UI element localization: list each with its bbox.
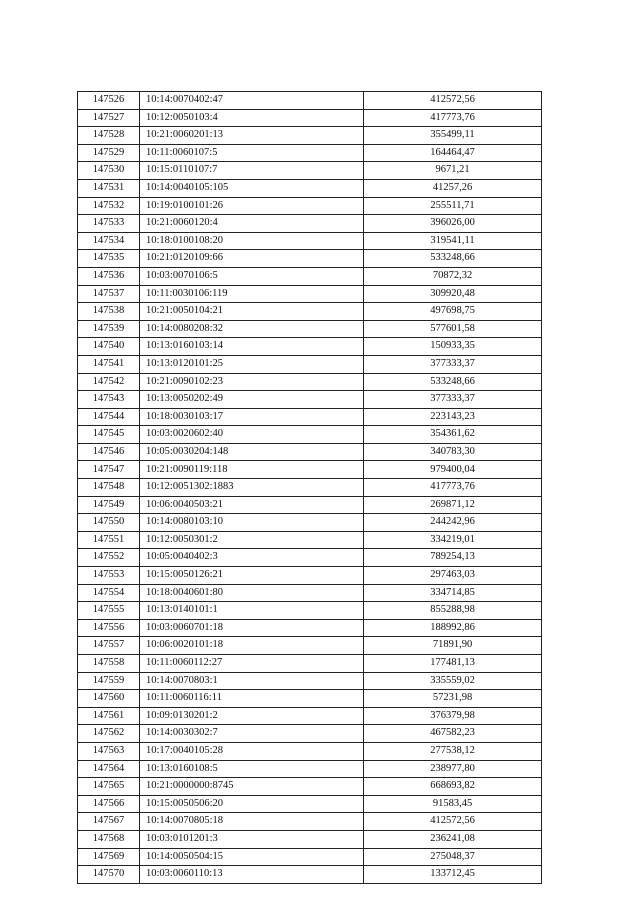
cadastral-value-cell: 979400,04 bbox=[364, 461, 542, 479]
cadastral-number-cell: 10:03:0020602:40 bbox=[140, 426, 364, 444]
table-row bbox=[78, 813, 542, 831]
row-number-cell: 147568 bbox=[78, 830, 140, 848]
row-number-cell: 147527 bbox=[78, 109, 140, 127]
cadastral-value-cell: 377333,37 bbox=[364, 391, 542, 409]
row-number-cell: 147540 bbox=[78, 338, 140, 356]
cadastral-number-cell: 10:21:0120109:66 bbox=[140, 250, 364, 268]
cadastral-number-cell: 10:05:0040402:3 bbox=[140, 549, 364, 567]
row-number-cell: 147559 bbox=[78, 672, 140, 690]
cadastral-number-cell: 10:13:0050202:49 bbox=[140, 391, 364, 409]
row-number-cell: 147536 bbox=[78, 267, 140, 285]
row-number-cell: 147552 bbox=[78, 549, 140, 567]
row-number-cell: 147556 bbox=[78, 619, 140, 637]
table-row bbox=[78, 92, 542, 110]
table-row bbox=[78, 355, 542, 373]
cadastral-value-cell: 577601,58 bbox=[364, 320, 542, 338]
cadastral-value-cell: 150933,35 bbox=[364, 338, 542, 356]
table-row bbox=[78, 373, 542, 391]
table-row bbox=[78, 479, 542, 497]
cadastral-value-cell: 376379,98 bbox=[364, 707, 542, 725]
table-row bbox=[78, 461, 542, 479]
cadastral-value-cell: 467582,23 bbox=[364, 725, 542, 743]
row-number-cell: 147526 bbox=[78, 92, 140, 110]
cadastral-number-cell: 10:21:0090102:23 bbox=[140, 373, 364, 391]
row-number-cell: 147531 bbox=[78, 179, 140, 197]
cadastral-number-cell: 10:21:0060120:4 bbox=[140, 215, 364, 233]
table-row bbox=[78, 637, 542, 655]
cadastral-number-cell: 10:14:0040105:105 bbox=[140, 179, 364, 197]
table-row bbox=[78, 215, 542, 233]
table-row bbox=[78, 531, 542, 549]
table-row bbox=[78, 514, 542, 532]
cadastral-number-cell: 10:11:0060116:11 bbox=[140, 690, 364, 708]
cadastral-number-cell: 10:03:0070106:5 bbox=[140, 267, 364, 285]
row-number-cell: 147542 bbox=[78, 373, 140, 391]
row-number-cell: 147557 bbox=[78, 637, 140, 655]
cadastral-value-cell: 412572,56 bbox=[364, 813, 542, 831]
cadastral-number-cell: 10:11:0030106:119 bbox=[140, 285, 364, 303]
row-number-cell: 147543 bbox=[78, 391, 140, 409]
cadastral-value-cell: 355499,11 bbox=[364, 127, 542, 145]
row-number-cell: 147541 bbox=[78, 355, 140, 373]
row-number-cell: 147562 bbox=[78, 725, 140, 743]
table-row bbox=[78, 162, 542, 180]
table-row bbox=[78, 672, 542, 690]
cadastral-number-cell: 10:03:0060110:13 bbox=[140, 866, 364, 884]
cadastral-value-cell: 9671,21 bbox=[364, 162, 542, 180]
cadastral-number-cell: 10:17:0040105:28 bbox=[140, 742, 364, 760]
cadastral-number-cell: 10:18:0040601:80 bbox=[140, 584, 364, 602]
table-row bbox=[78, 707, 542, 725]
cadastral-number-cell: 10:13:0120101:25 bbox=[140, 355, 364, 373]
cadastral-value-cell: 238977,80 bbox=[364, 760, 542, 778]
row-number-cell: 147534 bbox=[78, 232, 140, 250]
cadastral-number-cell: 10:12:0050301:2 bbox=[140, 531, 364, 549]
cadastral-value-cell: 277538,12 bbox=[364, 742, 542, 760]
row-number-cell: 147533 bbox=[78, 215, 140, 233]
cadastral-number-cell: 10:09:0130201:2 bbox=[140, 707, 364, 725]
cadastral-number-cell: 10:06:0040503:21 bbox=[140, 496, 364, 514]
cadastral-number-cell: 10:21:0050104:21 bbox=[140, 303, 364, 321]
cadastral-value-cell: 41257,26 bbox=[364, 179, 542, 197]
cadastral-value-cell: 533248,66 bbox=[364, 373, 542, 391]
cadastral-number-cell: 10:12:0050103:4 bbox=[140, 109, 364, 127]
row-number-cell: 147561 bbox=[78, 707, 140, 725]
row-number-cell: 147560 bbox=[78, 690, 140, 708]
table-row bbox=[78, 391, 542, 409]
cadastral-number-cell: 10:14:0070803:1 bbox=[140, 672, 364, 690]
table-row bbox=[78, 848, 542, 866]
table-row bbox=[78, 795, 542, 813]
row-number-cell: 147549 bbox=[78, 496, 140, 514]
cadastral-number-cell: 10:14:0080103:10 bbox=[140, 514, 364, 532]
cadastral-value-cell: 354361,62 bbox=[364, 426, 542, 444]
cadastral-value-cell: 319541,11 bbox=[364, 232, 542, 250]
table-row bbox=[78, 866, 542, 884]
row-number-cell: 147537 bbox=[78, 285, 140, 303]
cadastral-number-cell: 10:15:0110107:7 bbox=[140, 162, 364, 180]
table-row bbox=[78, 250, 542, 268]
cadastral-value-cell: 57231,98 bbox=[364, 690, 542, 708]
row-number-cell: 147538 bbox=[78, 303, 140, 321]
row-number-cell: 147530 bbox=[78, 162, 140, 180]
cadastral-number-cell: 10:13:0160103:14 bbox=[140, 338, 364, 356]
row-number-cell: 147570 bbox=[78, 866, 140, 884]
cadastral-number-cell: 10:11:0060112:27 bbox=[140, 655, 364, 673]
cadastral-number-cell: 10:05:0030204:148 bbox=[140, 443, 364, 461]
cadastral-number-cell: 10:13:0140101:1 bbox=[140, 602, 364, 620]
cadastral-number-cell: 10:14:0050504:15 bbox=[140, 848, 364, 866]
cadastral-number-cell: 10:14:0080208:32 bbox=[140, 320, 364, 338]
table-row bbox=[78, 584, 542, 602]
cadastral-value-cell: 133712,45 bbox=[364, 866, 542, 884]
row-number-cell: 147569 bbox=[78, 848, 140, 866]
cadastral-value-cell: 255511,71 bbox=[364, 197, 542, 215]
table-row bbox=[78, 830, 542, 848]
row-number-cell: 147566 bbox=[78, 795, 140, 813]
table-row bbox=[78, 232, 542, 250]
cadastral-value-cell: 70872,32 bbox=[364, 267, 542, 285]
table-row bbox=[78, 109, 542, 127]
cadastral-number-cell: 10:15:0050126:21 bbox=[140, 567, 364, 585]
table-body bbox=[78, 92, 542, 884]
row-number-cell: 147558 bbox=[78, 655, 140, 673]
cadastral-value-cell: 417773,76 bbox=[364, 479, 542, 497]
cadastral-value-cell: 335559,02 bbox=[364, 672, 542, 690]
cadastral-value-cell: 223143,23 bbox=[364, 408, 542, 426]
table-row bbox=[78, 408, 542, 426]
table-row bbox=[78, 197, 542, 215]
cadastral-number-cell: 10:13:0160108:5 bbox=[140, 760, 364, 778]
cadastral-value-cell: 789254,13 bbox=[364, 549, 542, 567]
cadastral-value-cell: 71891,90 bbox=[364, 637, 542, 655]
row-number-cell: 147535 bbox=[78, 250, 140, 268]
cadastral-value-cell: 668693,82 bbox=[364, 778, 542, 796]
row-number-cell: 147532 bbox=[78, 197, 140, 215]
table-row bbox=[78, 725, 542, 743]
table-row bbox=[78, 742, 542, 760]
cadastral-number-cell: 10:15:0050506:20 bbox=[140, 795, 364, 813]
table-row bbox=[78, 127, 542, 145]
table-row bbox=[78, 443, 542, 461]
table-row bbox=[78, 760, 542, 778]
cadastral-value-cell: 334219,01 bbox=[364, 531, 542, 549]
table-row bbox=[78, 179, 542, 197]
table-row bbox=[78, 690, 542, 708]
cadastral-value-cell: 244242,96 bbox=[364, 514, 542, 532]
table-row bbox=[78, 567, 542, 585]
row-number-cell: 147529 bbox=[78, 144, 140, 162]
row-number-cell: 147567 bbox=[78, 813, 140, 831]
cadastral-value-cell: 275048,37 bbox=[364, 848, 542, 866]
row-number-cell: 147554 bbox=[78, 584, 140, 602]
table-row bbox=[78, 303, 542, 321]
row-number-cell: 147548 bbox=[78, 479, 140, 497]
row-number-cell: 147564 bbox=[78, 760, 140, 778]
cadastral-value-cell: 412572,56 bbox=[364, 92, 542, 110]
cadastral-number-cell: 10:03:0060701:18 bbox=[140, 619, 364, 637]
table-row bbox=[78, 549, 542, 567]
cadastral-value-table bbox=[77, 91, 542, 884]
cadastral-value-cell: 91583,45 bbox=[364, 795, 542, 813]
cadastral-number-cell: 10:19:0100101:26 bbox=[140, 197, 364, 215]
cadastral-number-cell: 10:14:0070402:47 bbox=[140, 92, 364, 110]
cadastral-number-cell: 10:21:0060201:13 bbox=[140, 127, 364, 145]
cadastral-value-cell: 269871,12 bbox=[364, 496, 542, 514]
table-row bbox=[78, 602, 542, 620]
table-row bbox=[78, 426, 542, 444]
cadastral-value-cell: 377333,37 bbox=[364, 355, 542, 373]
row-number-cell: 147528 bbox=[78, 127, 140, 145]
cadastral-number-cell: 10:03:0101201:3 bbox=[140, 830, 364, 848]
cadastral-number-cell: 10:18:0030103:17 bbox=[140, 408, 364, 426]
cadastral-value-cell: 334714,85 bbox=[364, 584, 542, 602]
cadastral-number-cell: 10:21:0090119:118 bbox=[140, 461, 364, 479]
cadastral-number-cell: 10:14:0070805:18 bbox=[140, 813, 364, 831]
cadastral-number-cell: 10:12:0051302:1883 bbox=[140, 479, 364, 497]
table-row bbox=[78, 778, 542, 796]
row-number-cell: 147539 bbox=[78, 320, 140, 338]
cadastral-value-cell: 340783,30 bbox=[364, 443, 542, 461]
table-row bbox=[78, 267, 542, 285]
table-row bbox=[78, 144, 542, 162]
row-number-cell: 147546 bbox=[78, 443, 140, 461]
cadastral-value-cell: 417773,76 bbox=[364, 109, 542, 127]
cadastral-value-cell: 533248,66 bbox=[364, 250, 542, 268]
row-number-cell: 147547 bbox=[78, 461, 140, 479]
cadastral-number-cell: 10:11:0060107:5 bbox=[140, 144, 364, 162]
row-number-cell: 147555 bbox=[78, 602, 140, 620]
cadastral-value-cell: 309920,48 bbox=[364, 285, 542, 303]
cadastral-number-cell: 10:14:0030302:7 bbox=[140, 725, 364, 743]
table-row bbox=[78, 285, 542, 303]
cadastral-value-cell: 177481,13 bbox=[364, 655, 542, 673]
cadastral-value-cell: 188992,86 bbox=[364, 619, 542, 637]
cadastral-number-cell: 10:21:0000000:8745 bbox=[140, 778, 364, 796]
row-number-cell: 147553 bbox=[78, 567, 140, 585]
row-number-cell: 147565 bbox=[78, 778, 140, 796]
table-row bbox=[78, 320, 542, 338]
table-row bbox=[78, 338, 542, 356]
cadastral-value-cell: 297463,03 bbox=[364, 567, 542, 585]
table-row bbox=[78, 496, 542, 514]
table-row bbox=[78, 619, 542, 637]
row-number-cell: 147550 bbox=[78, 514, 140, 532]
row-number-cell: 147563 bbox=[78, 742, 140, 760]
cadastral-value-cell: 855288,98 bbox=[364, 602, 542, 620]
row-number-cell: 147551 bbox=[78, 531, 140, 549]
cadastral-value-cell: 396026,00 bbox=[364, 215, 542, 233]
row-number-cell: 147545 bbox=[78, 426, 140, 444]
cadastral-number-cell: 10:18:0100108:20 bbox=[140, 232, 364, 250]
row-number-cell: 147544 bbox=[78, 408, 140, 426]
cadastral-number-cell: 10:06:0020101:18 bbox=[140, 637, 364, 655]
cadastral-value-cell: 236241,08 bbox=[364, 830, 542, 848]
table-row bbox=[78, 655, 542, 673]
cadastral-value-cell: 164464,47 bbox=[364, 144, 542, 162]
cadastral-value-cell: 497698,75 bbox=[364, 303, 542, 321]
